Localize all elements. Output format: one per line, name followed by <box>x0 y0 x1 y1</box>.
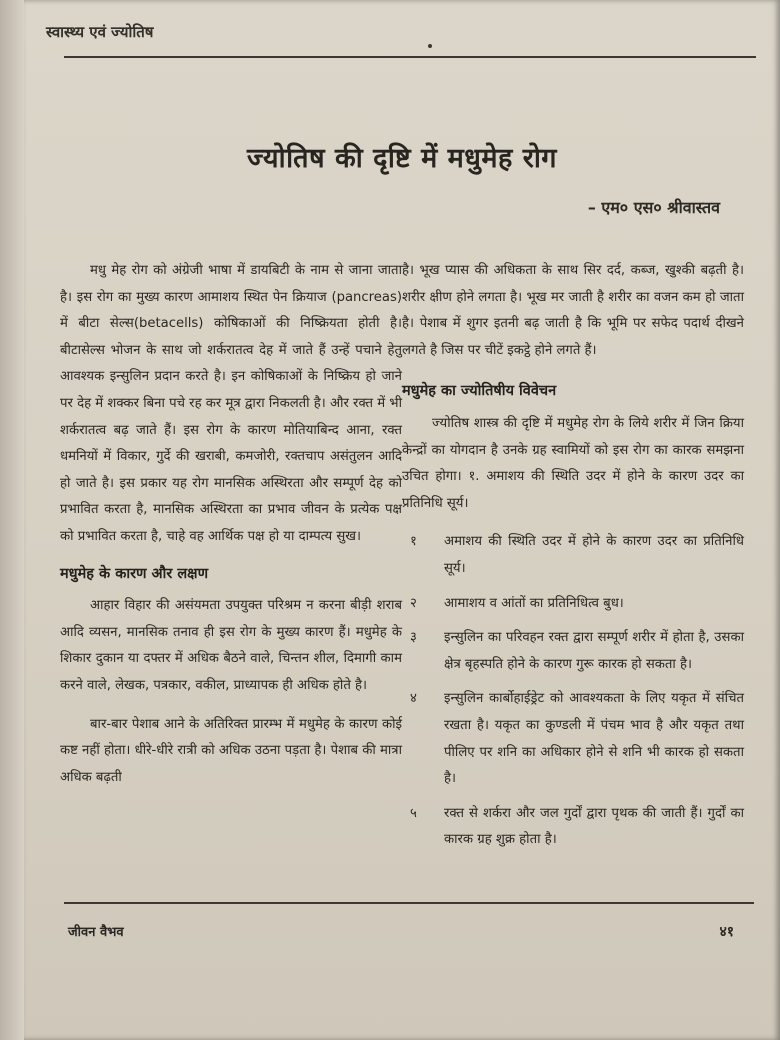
list-item-number: १ <box>410 534 417 550</box>
header-dot <box>428 44 432 48</box>
list-item <box>402 625 744 678</box>
list-item-text: इन्सुलिन का परिवहन रक्त द्वारा सम्पूर्ण शरीर में होता है, उसका क्षेत्र बृहस्पति होने के कारण गुरू कारक हो सकता है। <box>444 630 744 672</box>
list-item <box>402 686 744 792</box>
footer-rule <box>64 902 754 904</box>
intro-paragraph: मधु मेह रोग को अंग्रेजी भाषा में डायबिटी के नाम से जाना जाता है। इस रोग का मुख्य कारण आमाशय स्थित पेन क्रियाज (pancreas) में बीटा सेल्स(betacells) कोषिकाओं की निष्क्रियता होती है। बीटासेल्स भोजन के साथ जो शर्करातत्व देह में जाते हैं उन्हें पचाने हेतु आवश्यक इन्सुलिन प्रदान करते है। इन कोषिकाओं के निष्क्रिय हो जाने पर देह में शक्कर बिना पचे रह कर मूत्र द्वारा निकलती है। और रक्त में भी शर्करातत्व बढ़ जाते हैं। इस रोग के कारण मोतियाबिन्द आना, रक्त धमनियों में विकार, गुर्दे की खराबी, कमजोरी, रक्तचाप असंतुलन आदि हो जाते है। इस प्रकार यह रोग मानसिक अस्थिरता और सम्पूर्ण देह को प्रभावित करता है, मानसिक अस्थिरता का प्रभाव जीवन के प्रत्येक पक्ष को प्रभावित करता है, चाहे वह आर्थिक पक्ष हो या दाम्पत्य सुख। <box>60 263 402 544</box>
symptoms-paragraph: बार-बार पेशाब आने के अतिरिक्त प्रारम्भ में मधुमेह के कारण कोई कष्ट नहीं होता। धीरे-धीरे रात्री को अधिक उठना पड़ता है। पेशाब की मात्रा अधिक बढ़ती <box>60 716 402 785</box>
list-item-text: इन्सुलिन कार्बोहाईड्रेट को आवश्यकता के लिए यकृत में संचित रखता है। यकृत का कुण्डली में पंचम भाव है और यकृत तथा पीलिए पर शनि का अधिकार होने से शनि भी कारक हो सकता है। <box>444 691 744 787</box>
section-tag: स्वास्थ्य एवं ज्योतिष <box>46 23 154 41</box>
list-item <box>402 529 744 582</box>
astrology-subheading: मधुमेह का ज्योतिषीय विवेचन <box>402 383 557 400</box>
article-author: – एम० एस० श्रीवास्तव <box>587 198 720 217</box>
list-item <box>402 801 744 854</box>
causes-paragraph: आहार विहार की असंयमता उपयुक्त परिश्रम न करना बीड़ी शराब आदि व्यसन, मानसिक तनाव ही इस रोग के मुख्य कारण हैं। मधुमेह के शिकार दुकान या दफ्तर में अधिक बैठने वाले, चिन्तन शील, दिमागी काम करने वाले, लेखक, पत्रकार, वकील, प्राध्यापक ही अधिक होते है। <box>60 598 402 693</box>
list-item <box>402 591 744 618</box>
right-column <box>402 258 744 862</box>
list-item-text: अमाशय की स्थिति उदर में होने के कारण उदर का प्रतिनिधि सूर्य। <box>444 534 744 576</box>
list-item-text: रक्त से शर्करा और जल गुर्दों द्वारा पृथक की जाती हैं। गुर्दों का कारक ग्रह शुक्र होता है। <box>444 805 744 848</box>
header-rule <box>64 56 756 58</box>
continuation-paragraph: है। भूख प्यास की अधिकता के साथ सिर दर्द, कब्ज, खुश्की बढ़ती है। शरीर क्षीण होने लगता है। भूख मर जाती है शरीर का वजन कम हो जाता है। पेशाब में शुगर इतनी बढ़ जाती है कि भूमि पर सफेद पदार्थ दीखने लगते है जिस पर चीटें इकट्ठे होने लगते हैं। <box>402 263 744 358</box>
astrology-paragraph: ज्योतिष शास्त्र की दृष्टि में मधुमेह रोग के लिये शरीर में जिन क्रिया केन्द्रों का योगदान है उनके ग्रह स्वामियों को इस रोग का कारक समझना उचित होगा। १. अमाशय की स्थिति उदर में होने के कारण उदर का प्रतिनिधि सूर्य। <box>402 415 744 511</box>
magazine-page <box>24 0 780 1040</box>
magazine-name: जीवन वैभव <box>68 925 124 940</box>
page-number: ४१ <box>719 924 734 940</box>
article-title: ज्योतिष की दृष्टि में मधुमेह रोग <box>246 143 558 174</box>
causes-subheading: मधुमेह के कारण और लक्षण <box>60 565 209 582</box>
list-item-number: ४ <box>410 691 417 707</box>
left-column <box>60 258 402 791</box>
list-item-number: २ <box>410 595 417 611</box>
list-item-number: ३ <box>410 630 417 646</box>
list-item-number: ५ <box>410 805 417 821</box>
list-item-text: आमाशय व आंतों का प्रतिनिधित्व बुध। <box>444 595 624 611</box>
